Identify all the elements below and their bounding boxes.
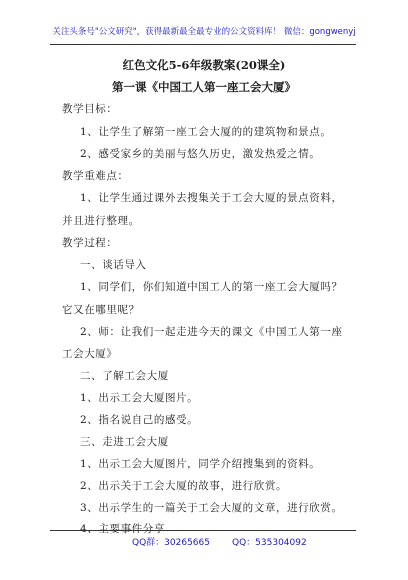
footer-qq-group: QQ群：30265665 (132, 538, 210, 548)
body-line: 2、指名说自己的感受。 (80, 414, 199, 426)
body-line: 三、走进工会大厦 (80, 436, 169, 448)
body-line: 2、师：让我们一起走进今天的课文《中国工人第一座 (80, 326, 343, 338)
body-line: 它又在哪里呢？ (62, 304, 140, 316)
body-line: 2、出示关于工会大厦的故事，进行欣赏。 (80, 480, 288, 492)
body-line: 1、让学生了解第一座工会大厦的的建筑物和景点。 (80, 126, 332, 138)
body-line: 并且进行整理。 (62, 215, 140, 227)
section-heading-process: 教学过程： (62, 237, 118, 249)
footer-qq: QQ：535304092 (232, 538, 307, 548)
body-line: 1、出示工会大厦图片。 (80, 392, 199, 404)
section-heading-goals: 教学目标： (62, 103, 118, 115)
body-line: 二、了解工会大厦 (80, 370, 169, 382)
header-note: 关注头条号"公文研究"，获得最新最全最专业的公文资料库！ 微信：gongwenyj (52, 27, 356, 37)
section-heading-keypoints: 教学重难点： (62, 170, 129, 182)
body-line: 1、出示工会大厦图片，同学介绍搜集到的资料。 (80, 458, 321, 470)
body-line: 1、同学们，你们知道中国工人的第一座工会大厦吗？ (80, 281, 343, 293)
body-line: 一、谈话导入 (80, 259, 147, 271)
body-line: 2、感受家乡的美丽与悠久历史，激发热爱之情。 (80, 148, 321, 160)
body-line: 1、让学生通过课外去搜集关于工会大厦的景点资料， (80, 192, 343, 204)
lesson-title: 第一课《中国工人第一座工会大厦》 (112, 80, 296, 94)
document-title: 红色文化5-6年级教案(20课全) (122, 58, 286, 72)
body-line: 4、主要事件分享 (80, 523, 165, 535)
body-line: 工会大厦》 (62, 348, 118, 360)
header-divider (50, 44, 356, 45)
body-line: 3、出示学生的一篇关于工会大厦的文章，进行欣赏。 (80, 502, 343, 514)
footer-divider (50, 530, 356, 531)
